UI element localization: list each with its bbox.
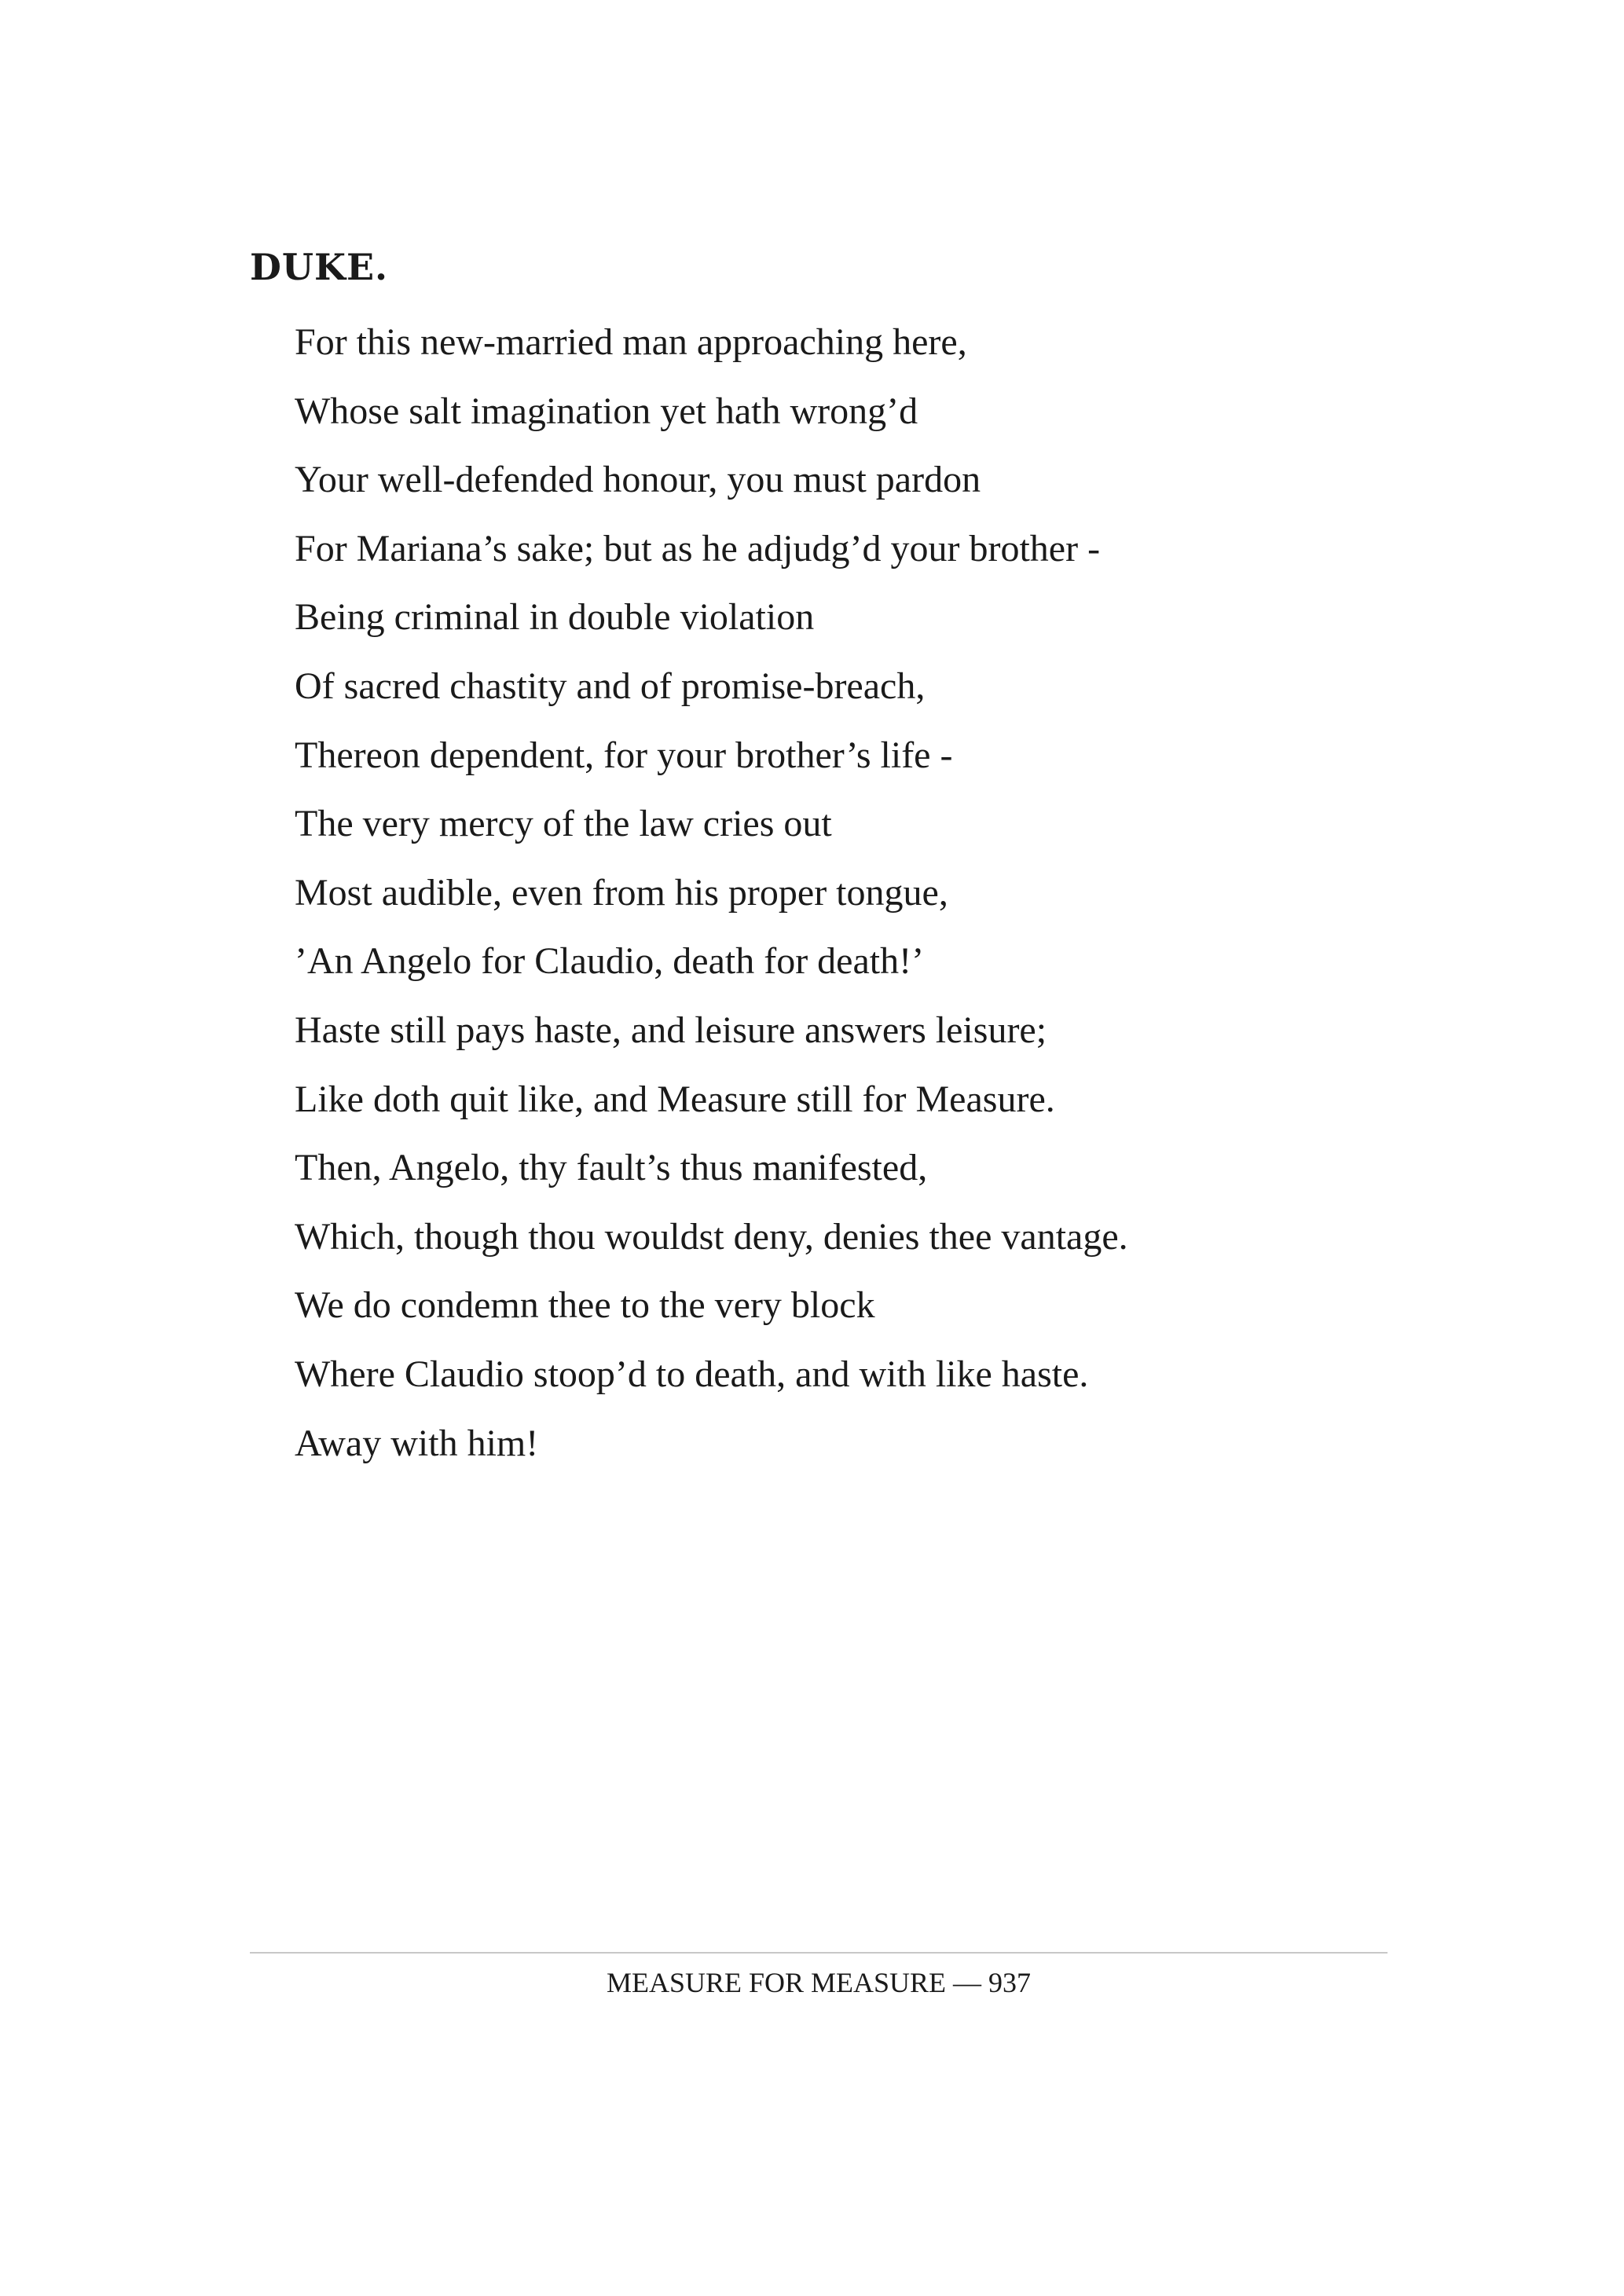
verse-line: Of sacred chastity and of promise-breach, (295, 665, 926, 707)
verse-line: The very mercy of the law cries out (295, 803, 832, 845)
verse-line: Where Claudio stoop’d to death, and with like haste. (295, 1353, 1089, 1395)
verse-line: Then, Angelo, thy fault’s thus manifested, (295, 1147, 928, 1189)
verse-line: Your well-defended honour, you must pardon (295, 459, 981, 501)
verse-line: Haste still pays haste, and leisure answers leisure; (295, 1009, 1047, 1051)
verse-line: Being criminal in double violation (295, 596, 815, 639)
speech-verse (295, 308, 1128, 1478)
verse-line: For Mariana’s sake; but as he adjudg’d your brother - (295, 527, 1101, 569)
footer-divider (250, 1952, 1388, 1954)
speaker-name: DUKE. (250, 246, 389, 288)
verse-line: Away with him! (295, 1422, 539, 1464)
verse-line: Like doth quit like, and Measure still for Measure. (295, 1078, 1055, 1120)
verse-line: Thereon dependent, for your brother’s life - (295, 734, 953, 776)
verse-line: Whose salt imagination yet hath wrong’d (295, 390, 918, 432)
verse-line: We do condemn thee to the very block (295, 1284, 875, 1327)
verse-line: For this new-married man approaching here, (295, 321, 967, 363)
verse-line: Most audible, even from his proper tongue, (295, 871, 948, 914)
running-footer: MEASURE FOR MEASURE — 937 (606, 1967, 1032, 1998)
verse-line: ’An Angelo for Claudio, death for death!’ (295, 940, 925, 983)
verse-line: Which, though thou wouldst deny, denies thee vantage. (295, 1215, 1128, 1258)
